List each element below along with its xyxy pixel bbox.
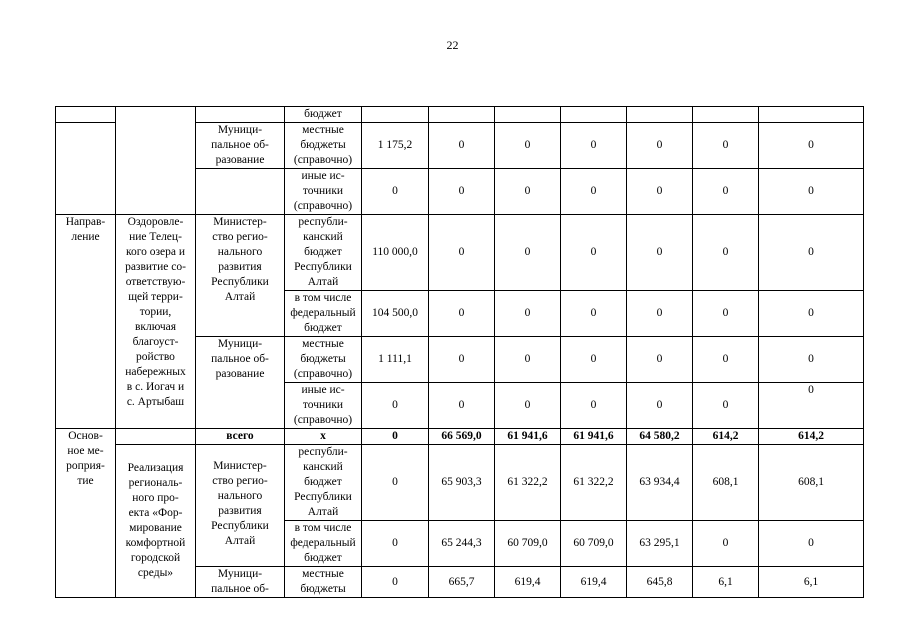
- source-cell: иные ис- точники (справочно): [285, 383, 362, 429]
- value-cell: 0: [627, 383, 693, 429]
- value-cell: 0: [362, 383, 429, 429]
- value-cell: 0: [693, 169, 759, 215]
- value-cell: 60 709,0: [495, 521, 561, 567]
- value-cell: 63 295,1: [627, 521, 693, 567]
- value-cell: 619,4: [561, 567, 627, 598]
- value-cell: [759, 107, 864, 123]
- value-cell: 0: [429, 169, 495, 215]
- value-cell: 0: [495, 169, 561, 215]
- value-cell: 61 941,6: [495, 429, 561, 445]
- value-cell: 0: [561, 123, 627, 169]
- value-cell: 1 175,2: [362, 123, 429, 169]
- value-cell: 0: [627, 337, 693, 383]
- value-cell: 0: [627, 291, 693, 337]
- value-cell: 0: [495, 291, 561, 337]
- value-cell: 614,2: [693, 429, 759, 445]
- value-cell: 0: [693, 521, 759, 567]
- source-cell: в том числе федеральный бюджет: [285, 291, 362, 337]
- value-cell: 0: [693, 215, 759, 291]
- value-cell: 0: [627, 215, 693, 291]
- value-cell: 614,2: [759, 429, 864, 445]
- value-cell: 110 000,0: [362, 215, 429, 291]
- value-cell: 0: [693, 383, 759, 429]
- value-cell: 0: [759, 521, 864, 567]
- value-cell: 0: [561, 291, 627, 337]
- source-cell: местные бюджеты: [285, 567, 362, 598]
- value-cell: 65 903,3: [429, 445, 495, 521]
- value-cell: 0: [561, 169, 627, 215]
- value-cell: [362, 107, 429, 123]
- value-cell: [627, 107, 693, 123]
- type-cell: [56, 107, 116, 123]
- table-row: [56, 445, 864, 521]
- value-cell: 619,4: [495, 567, 561, 598]
- value-cell: 1 111,1: [362, 337, 429, 383]
- value-cell: 61 322,2: [495, 445, 561, 521]
- value-cell: 0: [693, 337, 759, 383]
- value-cell: 6,1: [759, 567, 864, 598]
- value-cell: 0: [362, 567, 429, 598]
- source-cell: местные бюджеты (справочно): [285, 123, 362, 169]
- name-cell: [116, 429, 196, 445]
- value-cell: 0: [495, 123, 561, 169]
- name-cell: Реализация региональ- ного про- екта «Фор- мирование комфортной городской среды»: [116, 445, 196, 598]
- source-cell: республи- канский бюджет Республики Алтай: [285, 215, 362, 291]
- value-cell: 60 709,0: [561, 521, 627, 567]
- value-cell: 0: [362, 445, 429, 521]
- value-cell: 0: [759, 291, 864, 337]
- value-cell: 0: [759, 383, 864, 429]
- value-cell: 0: [429, 123, 495, 169]
- value-cell: [429, 107, 495, 123]
- source-cell: х: [285, 429, 362, 445]
- page-number: 22: [446, 38, 459, 52]
- source-cell: республи- канский бюджет Республики Алтай: [285, 445, 362, 521]
- executor-cell: Министер- ство регио- нального развития Республики Алтай: [196, 445, 285, 567]
- value-cell: [495, 107, 561, 123]
- value-cell: 61 941,6: [561, 429, 627, 445]
- executor-cell: Муници- пальное об- разование: [196, 123, 285, 169]
- value-cell: 0: [561, 337, 627, 383]
- value-cell: 63 934,4: [627, 445, 693, 521]
- value-cell: 0: [362, 521, 429, 567]
- value-cell: 0: [429, 215, 495, 291]
- value-cell: 0: [495, 383, 561, 429]
- value-cell: 0: [627, 169, 693, 215]
- value-cell: 0: [561, 383, 627, 429]
- value-cell: 0: [627, 123, 693, 169]
- table-row: [56, 215, 864, 291]
- value-cell: 61 322,2: [561, 445, 627, 521]
- value-cell: 0: [759, 123, 864, 169]
- value-cell: 0: [429, 383, 495, 429]
- value-cell: 0: [759, 215, 864, 291]
- name-cell: [116, 107, 196, 215]
- value-cell: 0: [759, 337, 864, 383]
- executor-cell: всего: [196, 429, 285, 445]
- value-cell: 65 244,3: [429, 521, 495, 567]
- budget-table: [55, 106, 864, 598]
- executor-cell: [196, 169, 285, 215]
- value-cell: 608,1: [693, 445, 759, 521]
- executor-cell: Министер- ство регио- нального развития Республики Алтай: [196, 215, 285, 337]
- value-cell: [693, 107, 759, 123]
- value-cell: 0: [693, 123, 759, 169]
- value-cell: [561, 107, 627, 123]
- value-cell: 66 569,0: [429, 429, 495, 445]
- value-cell: 0: [759, 169, 864, 215]
- value-cell: 0: [495, 337, 561, 383]
- executor-cell: Муници- пальное об- разование: [196, 337, 285, 429]
- type-cell: Основ- ное ме- роприя- тие: [56, 429, 116, 598]
- value-cell: 0: [495, 215, 561, 291]
- value-cell: 0: [561, 215, 627, 291]
- value-cell: 64 580,2: [627, 429, 693, 445]
- type-cell: Направ- ление: [56, 215, 116, 429]
- source-cell: иные ис- точники (справочно): [285, 169, 362, 215]
- value-cell: 645,8: [627, 567, 693, 598]
- source-cell: бюджет: [285, 107, 362, 123]
- value-cell: 0: [693, 291, 759, 337]
- source-cell: в том числе федеральный бюджет: [285, 521, 362, 567]
- value-cell: 6,1: [693, 567, 759, 598]
- source-cell: местные бюджеты (справочно): [285, 337, 362, 383]
- value-cell: 0: [362, 169, 429, 215]
- executor-cell: Муници- пальное об-: [196, 567, 285, 598]
- table-row: [56, 429, 864, 445]
- table-row: [56, 107, 864, 123]
- name-cell: Оздоровле- ние Телец- кого озера и развитие со- ответствую- щей терри- тории, включая благоуст- ройство набережных в с. Иогач и с. Артыбаш: [116, 215, 196, 429]
- value-cell: 0: [429, 337, 495, 383]
- value-cell: 104 500,0: [362, 291, 429, 337]
- value-cell: 665,7: [429, 567, 495, 598]
- executor-cell: [196, 107, 285, 123]
- value-cell: 0: [429, 291, 495, 337]
- type-cell: [56, 123, 116, 215]
- value-cell: 608,1: [759, 445, 864, 521]
- value-cell: 0: [362, 429, 429, 445]
